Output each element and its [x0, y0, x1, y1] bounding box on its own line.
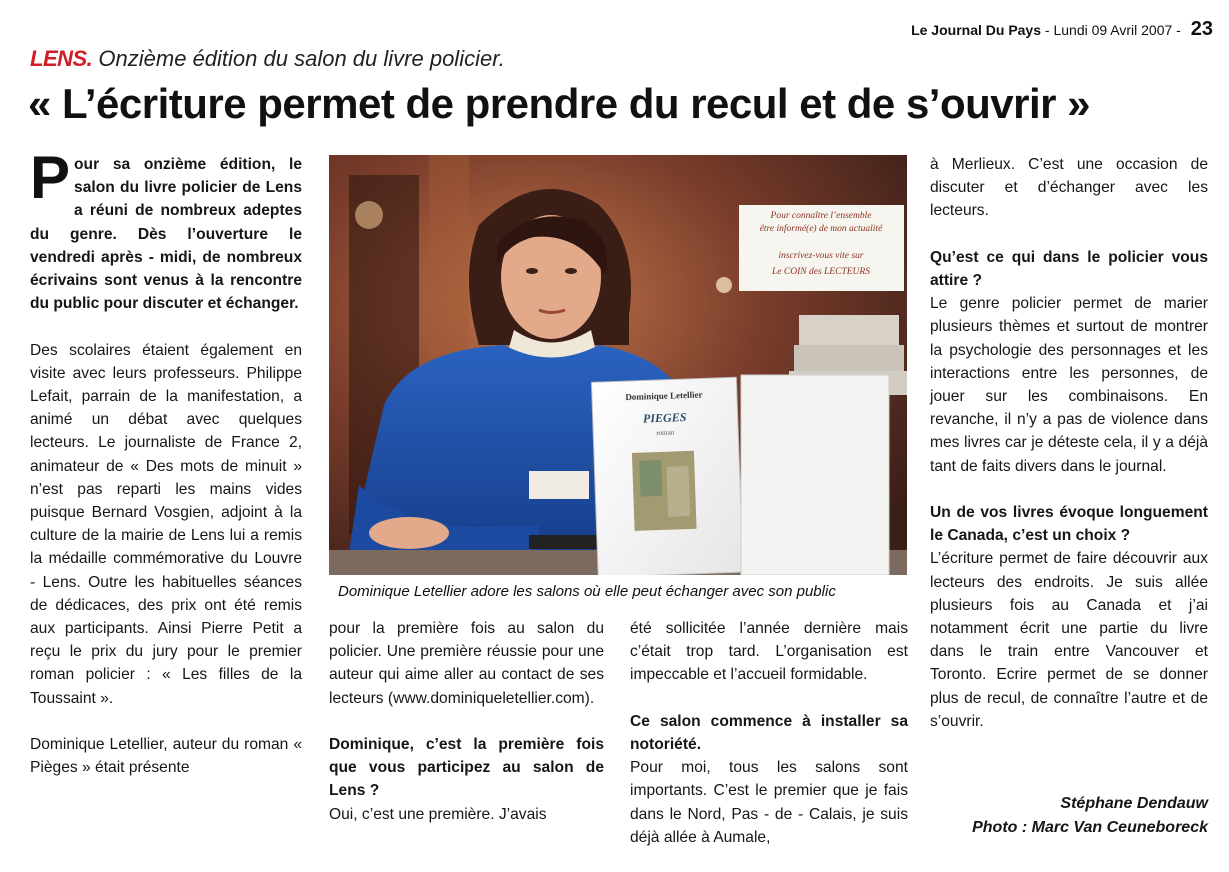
article-photo — [329, 155, 907, 575]
body-paragraph: Dominique Letellier, auteur du roman « Pièges » était présente — [30, 736, 302, 777]
article-column-1 — [30, 144, 302, 779]
sign-text: Le COIN des LECTEURS — [772, 267, 870, 277]
body-paragraph: pour la première fois au salon du policier. Une première réussie pour une auteur qui aime aller au contact de ses lecteurs (www.dominiqueletellier.com). — [329, 620, 604, 707]
sign-text: Pour connaître l’ensemble — [770, 211, 872, 221]
interview-question: Un de vos livres évoque longuement le Canada, c’est un choix ? — [930, 504, 1208, 545]
book-author: Dominique Letellier — [625, 389, 703, 403]
interview-question: Dominique, c’est la première fois que vous participez au salon de Lens ? — [329, 736, 604, 800]
interview-question-block — [930, 246, 1208, 478]
page-header — [911, 18, 1213, 41]
interview-answer: Oui, c’est une première. J’avais — [329, 805, 547, 823]
interview-question-block — [930, 501, 1208, 733]
interview-question: Qu’est ce qui dans le policier vous attire ? — [930, 248, 1208, 289]
interview-question: Ce salon commence à installer sa notoriété. — [630, 712, 908, 753]
photo-caption: Dominique Letellier adore les salons où elle peut échanger avec son public — [338, 583, 836, 600]
body-paragraph: à Merlieux. C’est une occasion de discuter et d’échanger avec les lecteurs. — [930, 156, 1208, 220]
interview-answer: Pour moi, tous les salons sont importants. C’est le premier que je fais dans le Nord, Pas - de - Calais, je suis déjà allée à Aumale, — [630, 759, 908, 846]
sign-text: être informé(e) de mon actualité — [759, 224, 883, 234]
newspaper-name: Le Journal Du Pays — [911, 22, 1042, 38]
sign-text: inscrivez-vous vite sur — [778, 251, 864, 261]
photo-illustration — [329, 155, 907, 575]
body-paragraph: Des scolaires étaient également en visite avec leurs professeurs. Philippe Lefait, parrain de la manifestation, a animé un débat avec quelques lecteurs. Le journaliste de France 2, animateur de « Des mots de minuit » n’est pas reparti les mains vides puisque Bernard Vosgien, adjoint à la culture de la mairie de Lens lui a remis la médaille commémorative du Louvre - Lens. Outre les habituelles séances de dédicaces, des prix ont été remis aux participants. Ainsi Pierre Petit a reçu le prix du jury pour le premier roman policier : « Les filles de la Toussaint ». — [30, 341, 302, 707]
article-column-3 — [630, 617, 908, 849]
article-column-4 — [930, 153, 1208, 733]
interview-question-block — [630, 710, 908, 849]
interview-answer: L’écriture permet de faire découvrir aux lecteurs des endroits. Je suis allée plusieurs fois au Canada et j’ai notamment écrit une partie du livre dans le train entre Vancouver et Toronto. Ecrire permet de se donner plus de recul, de connaître l’autre et de s’ouvrir. — [930, 550, 1208, 730]
drop-cap: P — [30, 144, 71, 211]
body-paragraph: été sollicitée l’année dernière mais c’était trop tard. L’organisation est impeccable et l’accueil formidable. — [630, 620, 908, 684]
issue-date: - Lundi 09 Avril 2007 - — [1044, 22, 1181, 38]
article-column-2 — [329, 617, 604, 826]
lead-paragraph — [30, 144, 302, 315]
kicker-subtitle: Onzième édition du salon du livre policier. — [98, 46, 505, 71]
page-number: 23 — [1190, 18, 1213, 40]
photo-credit: Photo : Marc Van Ceuneboreck — [972, 819, 1208, 836]
interview-answer: Le genre policier permet de marier plusieurs thèmes et surtout de montrer la psychologie des personnages et les interactions entre les personnes, de jouer sur les combinaisons. En revanche, il n’y a pas de violence dans mes livres car je déteste cela, il y a déjà tant de faits divers dans le journal. — [930, 295, 1208, 475]
author-byline: Stéphane Dendauw — [1060, 795, 1208, 812]
lead-text: our sa onzième édition, le salon du livre policier de Lens a réuni de nombreux adeptes du genre. Dès l’ouverture le vendredi après - midi, de nombreux écrivains sont venus à la rencontre du public pour discuter et échanger. — [30, 156, 302, 313]
book-title: PIEGES — [642, 410, 687, 426]
interview-question-block — [329, 733, 604, 826]
book-genre: roman — [656, 428, 675, 438]
kicker-city: LENS. — [30, 46, 93, 71]
article-kicker — [30, 46, 505, 72]
article-headline: « L’écriture permet de prendre du recul et de s’ouvrir » — [28, 80, 1091, 127]
